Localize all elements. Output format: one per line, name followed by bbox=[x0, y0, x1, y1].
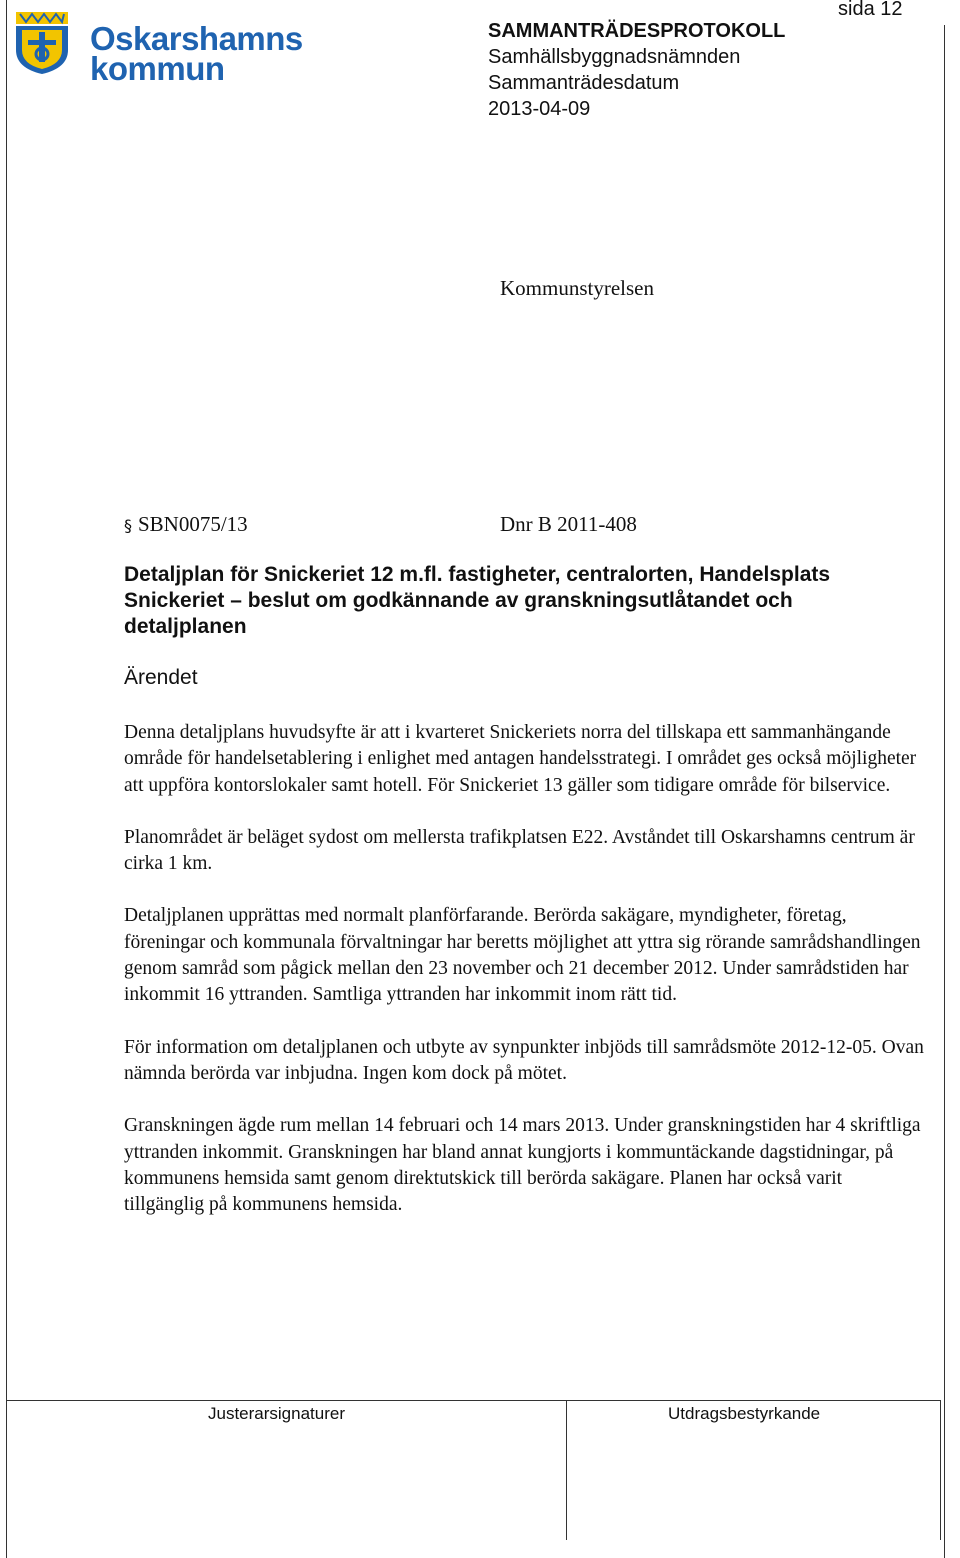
recipient: Kommunstyrelsen bbox=[500, 276, 654, 300]
footer-divider bbox=[566, 1400, 567, 1540]
coat-of-arms-icon bbox=[14, 10, 70, 76]
left-margin-rule-top bbox=[6, 0, 7, 60]
paragraph: För information om detaljplanen och utbyte av synpunkter inbjöds till samrådsmöte 2012-12-05. Ovan nämnda berörda var inbjudna. Ingen kom dock på mötet. bbox=[124, 1036, 924, 1084]
meeting-date: 2013-04-09 bbox=[488, 98, 591, 120]
logo-wordmark bbox=[90, 20, 303, 87]
paragraph: Granskningen ägde rum mellan 14 februari och 14 mars 2013. Under granskningstiden har 4 skriftliga yttranden inkommit. Granskningen har bland annat kungjorts i kommuntäckande dagstidningar, på kommunens hemsida samt genom direktutskick till berörda sakägare. Planen har också varit tillgänglig på kommunens hemsida. bbox=[124, 1115, 921, 1216]
municipality-logo bbox=[14, 10, 303, 87]
board-name: Samhällsbyggnadsnämnden bbox=[488, 46, 741, 68]
adjuster-signatures-label: Justerarsignaturer bbox=[208, 1404, 346, 1423]
footer-right-edge bbox=[940, 1400, 941, 1540]
signature-footer bbox=[6, 1400, 940, 1540]
paragraph: Denna detaljplans huvudsyfte är att i kvarteret Snickeriets norra del tillskapa ett sammanhängande område för handelsetablering i enlighet med antagen handelsstrategi. I området ges också möjligheter att uppföra kontorslokaler samt hotell. För Snickeriet 13 gäller som tidigare område för bilservice. bbox=[124, 722, 917, 796]
meeting-date-label: Sammanträdesdatum bbox=[488, 72, 680, 94]
paragraph: Planområdet är beläget sydost om mellersta trafikplatsen E22. Avståndet till Oskarshamns centrum är cirka 1 km. bbox=[124, 826, 915, 875]
left-margin-rule bbox=[6, 60, 7, 1558]
case-number: SBN0075/13 bbox=[138, 512, 248, 536]
logo-line-2: kommun bbox=[90, 50, 225, 87]
logo-line-1: Oskarshamns bbox=[90, 20, 303, 57]
footer-rule bbox=[6, 1400, 940, 1401]
protocol-title: SAMMANTRÄDESPROTOKOLL bbox=[488, 20, 786, 42]
paragraph: Detaljplanen upprättas med normalt planförfarande. Berörda sakägare, myndigheter, företag, föreningar och kommunala förvaltningar har beretts möjlighet att yttra sig rörande samrådshandlingen genom samråd som pågick mellan den 23 november och 21 december 2012. Under samrådstiden har inkommit 16 yttranden. Samtliga yttranden har inkommit inom rätt tid. bbox=[124, 905, 921, 1006]
section-heading: Ärendet bbox=[124, 666, 198, 689]
diary-number: Dnr B 2011-408 bbox=[500, 512, 637, 536]
right-margin-rule bbox=[944, 25, 945, 1558]
case-line bbox=[124, 512, 824, 537]
extract-certification-label: Utdragsbestyrkande bbox=[668, 1404, 821, 1423]
protocol-header bbox=[488, 18, 785, 122]
page-number: sida 12 bbox=[838, 0, 903, 20]
section-symbol: § bbox=[124, 516, 132, 535]
body-text bbox=[124, 720, 924, 1244]
case-heading: Detaljplan för Snickeriet 12 m.fl. fastigheter, centralorten, Handelsplats Snickeriet – beslut om godkännande av granskningsutlåtandet och detaljplanen bbox=[124, 563, 831, 638]
